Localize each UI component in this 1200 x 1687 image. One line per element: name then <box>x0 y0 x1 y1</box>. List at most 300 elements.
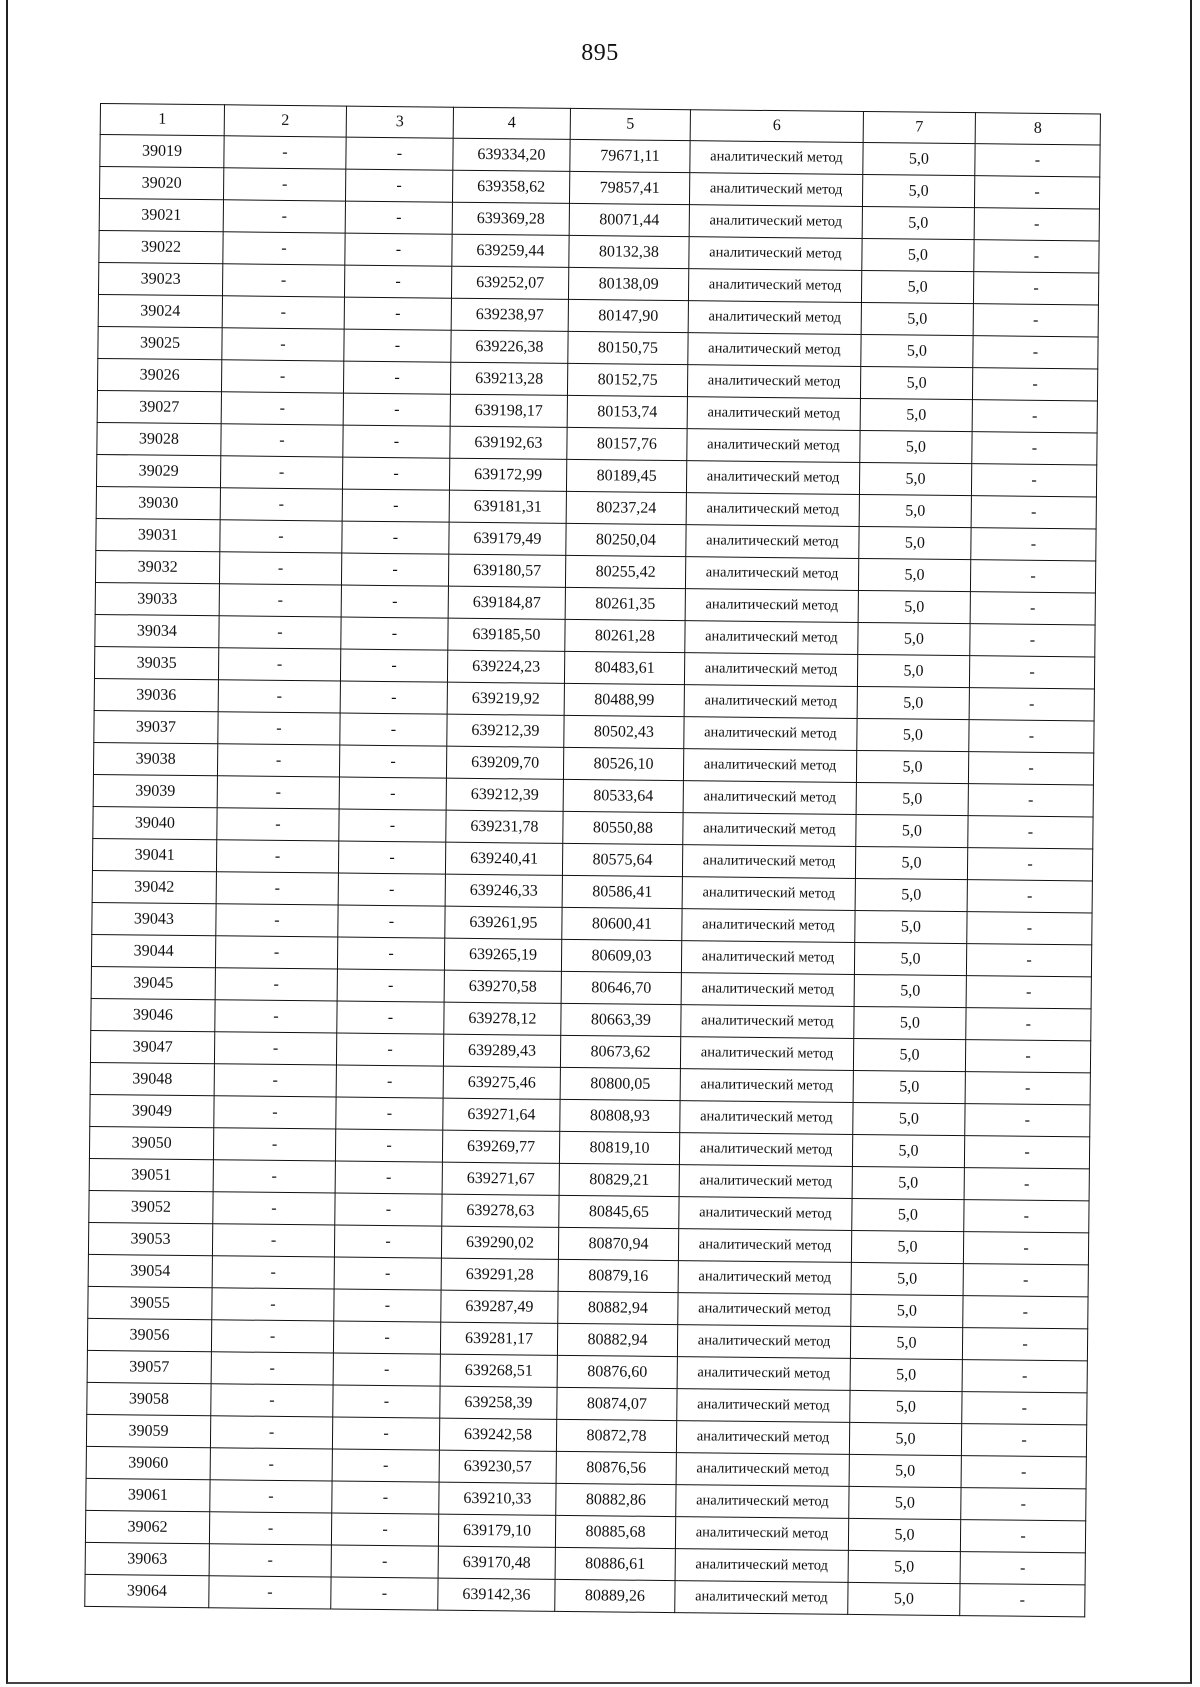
x-coordinate-cell: 639269,77 <box>442 1130 559 1163</box>
x-coordinate-cell: 639268,51 <box>440 1354 557 1387</box>
col8-value-cell: - <box>969 656 1094 689</box>
column-header-6: 6 <box>690 110 863 143</box>
method-cell: аналитический метод <box>676 1453 849 1487</box>
point-number-cell: 39058 <box>87 1382 211 1415</box>
method-cell: аналитический метод <box>677 1325 850 1359</box>
method-cell: аналитический метод <box>677 1389 850 1423</box>
col2-value-cell: - <box>218 680 340 713</box>
col2-value-cell: - <box>221 360 343 393</box>
y-coordinate-cell: 80152,75 <box>567 363 687 396</box>
x-coordinate-cell: 639224,23 <box>447 650 564 683</box>
x-coordinate-cell: 639278,12 <box>444 1002 561 1035</box>
accuracy-cell: 5,0 <box>854 1006 966 1039</box>
col2-value-cell: - <box>211 1352 333 1385</box>
method-cell: аналитический метод <box>680 1037 853 1071</box>
y-coordinate-cell: 80502,43 <box>564 715 684 748</box>
x-coordinate-cell: 639180,57 <box>448 554 565 587</box>
y-coordinate-cell: 80829,21 <box>559 1163 679 1196</box>
method-cell: аналитический метод <box>682 845 855 879</box>
col2-value-cell: - <box>221 424 343 457</box>
col3-value-cell: - <box>331 1513 438 1546</box>
col2-value-cell: - <box>214 1032 336 1065</box>
method-cell: аналитический метод <box>679 1165 852 1199</box>
col2-value-cell: - <box>223 168 345 201</box>
x-coordinate-cell: 639290,02 <box>441 1226 558 1259</box>
col8-value-cell: - <box>974 240 1099 273</box>
y-coordinate-cell: 80261,28 <box>565 619 685 652</box>
y-coordinate-cell: 80646,70 <box>561 971 681 1004</box>
point-number-cell: 39060 <box>86 1446 210 1479</box>
col8-value-cell: - <box>974 176 1099 209</box>
col8-value-cell: - <box>961 1488 1086 1521</box>
method-cell: аналитический метод <box>683 813 856 847</box>
point-number-cell: 39032 <box>95 550 219 583</box>
col2-value-cell: - <box>214 1096 336 1129</box>
col8-value-cell: - <box>970 592 1095 625</box>
column-header-3: 3 <box>346 106 453 138</box>
col2-value-cell: - <box>213 1160 335 1193</box>
x-coordinate-cell: 639369,28 <box>452 202 569 235</box>
x-coordinate-cell: 639334,20 <box>453 138 570 171</box>
col8-value-cell: - <box>967 880 1092 913</box>
col3-value-cell: - <box>331 1545 438 1578</box>
x-coordinate-cell: 639184,87 <box>448 586 565 619</box>
x-coordinate-cell: 639226,38 <box>451 330 568 363</box>
col3-value-cell: - <box>340 713 447 746</box>
point-number-cell: 39053 <box>88 1222 212 1255</box>
y-coordinate-cell: 80189,45 <box>566 459 686 492</box>
point-number-cell: 39025 <box>98 326 222 359</box>
x-coordinate-cell: 639271,64 <box>443 1098 560 1131</box>
col2-value-cell: - <box>211 1384 333 1417</box>
y-coordinate-cell: 80673,62 <box>560 1035 680 1068</box>
col2-value-cell: - <box>216 840 338 873</box>
x-coordinate-cell: 639181,31 <box>449 490 566 523</box>
x-coordinate-cell: 639172,99 <box>449 458 566 491</box>
x-coordinate-cell: 639265,19 <box>444 938 561 971</box>
method-cell: аналитический метод <box>686 461 859 495</box>
x-coordinate-cell: 639142,36 <box>438 1578 555 1611</box>
col3-value-cell: - <box>336 1065 443 1098</box>
point-number-cell: 39051 <box>89 1158 213 1191</box>
col3-value-cell: - <box>338 873 445 906</box>
accuracy-cell: 5,0 <box>850 1358 962 1391</box>
col3-value-cell: - <box>345 201 452 234</box>
point-number-cell: 39030 <box>96 486 220 519</box>
coordinates-table <box>84 103 1101 1617</box>
accuracy-cell: 5,0 <box>856 750 968 783</box>
col2-value-cell: - <box>209 1544 331 1577</box>
accuracy-cell: 5,0 <box>861 302 973 335</box>
method-cell: аналитический метод <box>678 1261 851 1295</box>
col3-value-cell: - <box>344 297 451 330</box>
point-number-cell: 39020 <box>99 167 223 200</box>
col8-value-cell: - <box>972 400 1097 433</box>
col2-value-cell: - <box>222 264 344 297</box>
method-cell: аналитический метод <box>679 1197 852 1231</box>
col8-value-cell: - <box>969 688 1094 721</box>
method-cell: аналитический метод <box>683 749 856 783</box>
y-coordinate-cell: 80255,42 <box>565 555 685 588</box>
method-cell: аналитический метод <box>690 141 863 175</box>
col2-value-cell: - <box>219 552 341 585</box>
x-coordinate-cell: 639179,49 <box>449 522 566 555</box>
x-coordinate-cell: 639259,44 <box>452 234 569 267</box>
point-number-cell: 39062 <box>85 1510 209 1543</box>
point-number-cell: 39050 <box>89 1126 213 1159</box>
accuracy-cell: 5,0 <box>852 1134 964 1167</box>
y-coordinate-cell: 80586,41 <box>562 875 682 908</box>
y-coordinate-cell: 80153,74 <box>567 395 687 428</box>
col3-value-cell: - <box>345 233 452 266</box>
col3-value-cell: - <box>337 969 444 1002</box>
col3-value-cell: - <box>335 1193 442 1226</box>
point-number-cell: 39044 <box>91 934 215 967</box>
accuracy-cell: 5,0 <box>853 1102 965 1135</box>
method-cell: аналитический метод <box>688 269 861 303</box>
method-cell: аналитический метод <box>689 237 862 271</box>
col2-value-cell: - <box>217 744 339 777</box>
point-number-cell: 39047 <box>90 1030 214 1063</box>
point-number-cell: 39052 <box>89 1190 213 1223</box>
x-coordinate-cell: 639179,10 <box>438 1514 555 1547</box>
point-number-cell: 39057 <box>87 1350 211 1383</box>
point-number-cell: 39029 <box>96 454 220 487</box>
col8-value-cell: - <box>966 1008 1091 1041</box>
col2-value-cell: - <box>220 456 342 489</box>
col3-value-cell: - <box>334 1257 441 1290</box>
point-number-cell: 39063 <box>85 1542 209 1575</box>
col2-value-cell: - <box>213 1128 335 1161</box>
col8-value-cell: - <box>967 848 1092 881</box>
col2-value-cell: - <box>210 1416 332 1449</box>
col8-value-cell: - <box>965 1104 1090 1137</box>
point-number-cell: 39036 <box>94 678 218 711</box>
method-cell: аналитический метод <box>680 1101 853 1135</box>
y-coordinate-cell: 80874,07 <box>557 1387 677 1420</box>
col2-value-cell: - <box>212 1288 334 1321</box>
method-cell: аналитический метод <box>685 589 858 623</box>
y-coordinate-cell: 80150,75 <box>568 331 688 364</box>
col3-value-cell: - <box>344 329 451 362</box>
accuracy-cell: 5,0 <box>855 878 967 911</box>
col2-value-cell: - <box>215 936 337 969</box>
column-header-5: 5 <box>570 108 690 140</box>
col3-value-cell: - <box>332 1449 439 1482</box>
col2-value-cell: - <box>221 392 343 425</box>
col3-value-cell: - <box>345 169 452 202</box>
col8-value-cell: - <box>964 1136 1089 1169</box>
x-coordinate-cell: 639219,92 <box>447 682 564 715</box>
accuracy-cell: 5,0 <box>863 142 975 175</box>
point-number-cell: 39038 <box>93 742 217 775</box>
method-cell: аналитический метод <box>675 1549 848 1583</box>
x-coordinate-cell: 639358,62 <box>452 170 569 203</box>
col2-value-cell: - <box>214 1064 336 1097</box>
method-cell: аналитический метод <box>682 877 855 911</box>
method-cell: аналитический метод <box>689 205 862 239</box>
col3-value-cell: - <box>338 841 445 874</box>
point-number-cell: 39055 <box>88 1286 212 1319</box>
accuracy-cell: 5,0 <box>859 462 971 495</box>
y-coordinate-cell: 80819,10 <box>559 1131 679 1164</box>
accuracy-cell: 5,0 <box>861 334 973 367</box>
accuracy-cell: 5,0 <box>859 494 971 527</box>
col8-value-cell: - <box>970 624 1095 657</box>
accuracy-cell: 5,0 <box>859 526 971 559</box>
y-coordinate-cell: 80138,09 <box>568 267 688 300</box>
col2-value-cell: - <box>220 520 342 553</box>
x-coordinate-cell: 639242,58 <box>439 1418 556 1451</box>
y-coordinate-cell: 80882,94 <box>558 1291 678 1324</box>
x-coordinate-cell: 639240,41 <box>445 842 562 875</box>
col8-value-cell: - <box>970 560 1095 593</box>
accuracy-cell: 5,0 <box>852 1198 964 1231</box>
accuracy-cell: 5,0 <box>851 1262 963 1295</box>
col3-value-cell: - <box>333 1385 440 1418</box>
col8-value-cell: - <box>975 144 1100 177</box>
accuracy-cell: 5,0 <box>857 718 969 751</box>
method-cell: аналитический метод <box>684 717 857 751</box>
x-coordinate-cell: 639278,63 <box>442 1194 559 1227</box>
point-number-cell: 39039 <box>93 774 217 807</box>
accuracy-cell: 5,0 <box>849 1422 961 1455</box>
method-cell: аналитический метод <box>689 173 862 207</box>
point-number-cell: 39064 <box>85 1574 209 1607</box>
method-cell: аналитический метод <box>686 525 859 559</box>
col8-value-cell: - <box>963 1296 1088 1329</box>
y-coordinate-cell: 80261,35 <box>565 587 685 620</box>
col8-value-cell: - <box>963 1232 1088 1265</box>
col3-value-cell: - <box>336 1033 443 1066</box>
col3-value-cell: - <box>343 361 450 394</box>
point-number-cell: 39019 <box>100 135 224 168</box>
y-coordinate-cell: 80882,94 <box>557 1323 677 1356</box>
x-coordinate-cell: 639271,67 <box>442 1162 559 1195</box>
accuracy-cell: 5,0 <box>857 686 969 719</box>
x-coordinate-cell: 639192,63 <box>450 426 567 459</box>
x-coordinate-cell: 639185,50 <box>448 618 565 651</box>
col8-value-cell: - <box>968 816 1093 849</box>
col8-value-cell: - <box>972 432 1097 465</box>
col8-value-cell: - <box>969 720 1094 753</box>
method-cell: аналитический метод <box>678 1293 851 1327</box>
x-coordinate-cell: 639212,39 <box>446 778 563 811</box>
accuracy-cell: 5,0 <box>858 622 970 655</box>
col8-value-cell: - <box>972 368 1097 401</box>
col8-value-cell: - <box>960 1520 1085 1553</box>
accuracy-cell: 5,0 <box>860 398 972 431</box>
accuracy-cell: 5,0 <box>857 654 969 687</box>
col2-value-cell: - <box>218 712 340 745</box>
method-cell: аналитический метод <box>685 621 858 655</box>
col3-value-cell: - <box>336 1097 443 1130</box>
col8-value-cell: - <box>967 912 1092 945</box>
x-coordinate-cell: 639231,78 <box>446 810 563 843</box>
col3-value-cell: - <box>343 425 450 458</box>
point-number-cell: 39031 <box>96 518 220 551</box>
col3-value-cell: - <box>342 521 449 554</box>
col8-value-cell: - <box>960 1584 1085 1617</box>
col2-value-cell: - <box>224 136 346 169</box>
y-coordinate-cell: 80800,05 <box>560 1067 680 1100</box>
col3-value-cell: - <box>331 1577 438 1610</box>
col3-value-cell: - <box>341 585 448 618</box>
col2-value-cell: - <box>219 616 341 649</box>
col2-value-cell: - <box>222 296 344 329</box>
method-cell: аналитический метод <box>678 1229 851 1263</box>
y-coordinate-cell: 80845,65 <box>559 1195 679 1228</box>
accuracy-cell: 5,0 <box>853 1070 965 1103</box>
col8-value-cell: - <box>964 1168 1089 1201</box>
y-coordinate-cell: 80250,04 <box>566 523 686 556</box>
point-number-cell: 39022 <box>99 230 223 263</box>
accuracy-cell: 5,0 <box>849 1486 961 1519</box>
col3-value-cell: - <box>342 457 449 490</box>
col3-value-cell: - <box>332 1417 439 1450</box>
method-cell: аналитический метод <box>683 781 856 815</box>
method-cell: аналитический метод <box>682 909 855 943</box>
method-cell: аналитический метод <box>688 333 861 367</box>
accuracy-cell: 5,0 <box>858 590 970 623</box>
col8-value-cell: - <box>965 1040 1090 1073</box>
x-coordinate-cell: 639270,58 <box>444 970 561 1003</box>
y-coordinate-cell: 80889,26 <box>555 1579 675 1612</box>
point-number-cell: 39027 <box>97 390 221 423</box>
accuracy-cell: 5,0 <box>860 430 972 463</box>
accuracy-cell: 5,0 <box>851 1294 963 1327</box>
col8-value-cell: - <box>971 464 1096 497</box>
table-body <box>85 135 1100 1617</box>
x-coordinate-cell: 639289,43 <box>443 1034 560 1067</box>
y-coordinate-cell: 80550,88 <box>563 811 683 844</box>
col3-value-cell: - <box>332 1481 439 1514</box>
col2-value-cell: - <box>217 776 339 809</box>
col2-value-cell: - <box>210 1480 332 1513</box>
y-coordinate-cell: 80663,39 <box>561 1003 681 1036</box>
y-coordinate-cell: 80876,60 <box>557 1355 677 1388</box>
y-coordinate-cell: 80876,56 <box>556 1451 676 1484</box>
accuracy-cell: 5,0 <box>862 238 974 271</box>
col8-value-cell: - <box>971 528 1096 561</box>
col3-value-cell: - <box>335 1129 442 1162</box>
method-cell: аналитический метод <box>675 1581 848 1615</box>
method-cell: аналитический метод <box>684 685 857 719</box>
column-header-2: 2 <box>224 105 346 137</box>
point-number-cell: 39059 <box>86 1414 210 1447</box>
accuracy-cell: 5,0 <box>851 1230 963 1263</box>
accuracy-cell: 5,0 <box>856 814 968 847</box>
point-number-cell: 39056 <box>87 1318 211 1351</box>
method-cell: аналитический метод <box>675 1517 848 1551</box>
x-coordinate-cell: 639170,48 <box>438 1546 555 1579</box>
y-coordinate-cell: 80483,61 <box>564 651 684 684</box>
col8-value-cell: - <box>961 1456 1086 1489</box>
col3-value-cell: - <box>341 553 448 586</box>
method-cell: аналитический метод <box>681 1005 854 1039</box>
y-coordinate-cell: 80157,76 <box>567 427 687 460</box>
method-cell: аналитический метод <box>687 365 860 399</box>
method-cell: аналитический метод <box>680 1069 853 1103</box>
accuracy-cell: 5,0 <box>854 974 966 1007</box>
accuracy-cell: 5,0 <box>848 1550 960 1583</box>
y-coordinate-cell: 80885,68 <box>555 1515 675 1548</box>
accuracy-cell: 5,0 <box>856 782 968 815</box>
col8-value-cell: - <box>973 304 1098 337</box>
point-number-cell: 39024 <box>98 294 222 327</box>
col3-value-cell: - <box>333 1353 440 1386</box>
col2-value-cell: - <box>219 584 341 617</box>
point-number-cell: 39048 <box>90 1062 214 1095</box>
y-coordinate-cell: 80237,24 <box>566 491 686 524</box>
col8-value-cell: - <box>968 752 1093 785</box>
point-number-cell: 39040 <box>93 806 217 839</box>
col2-value-cell: - <box>216 904 338 937</box>
x-coordinate-cell: 639230,57 <box>439 1450 556 1483</box>
accuracy-cell: 5,0 <box>848 1582 960 1615</box>
y-coordinate-cell: 79857,41 <box>569 171 689 204</box>
point-number-cell: 39026 <box>97 358 221 391</box>
col3-value-cell: - <box>342 489 449 522</box>
col2-value-cell: - <box>218 648 340 681</box>
y-coordinate-cell: 80575,64 <box>562 843 682 876</box>
col3-value-cell: - <box>340 649 447 682</box>
method-cell: аналитический метод <box>676 1421 849 1455</box>
y-coordinate-cell: 80870,94 <box>558 1227 678 1260</box>
method-cell: аналитический метод <box>679 1133 852 1167</box>
column-header-7: 7 <box>863 111 975 143</box>
page-number: 895 <box>581 40 619 66</box>
col2-value-cell: - <box>222 328 344 361</box>
accuracy-cell: 5,0 <box>861 270 973 303</box>
col3-value-cell: - <box>339 745 446 778</box>
col3-value-cell: - <box>340 681 447 714</box>
y-coordinate-cell: 80488,99 <box>564 683 684 716</box>
y-coordinate-cell: 80600,41 <box>562 907 682 940</box>
col8-value-cell: - <box>971 496 1096 529</box>
col8-value-cell: - <box>973 336 1098 369</box>
col8-value-cell: - <box>960 1552 1085 1585</box>
col8-value-cell: - <box>961 1424 1086 1457</box>
accuracy-cell: 5,0 <box>860 366 972 399</box>
y-coordinate-cell: 80808,93 <box>560 1099 680 1132</box>
y-coordinate-cell: 80533,64 <box>563 779 683 812</box>
col8-value-cell: - <box>962 1360 1087 1393</box>
col2-value-cell: - <box>210 1448 332 1481</box>
point-number-cell: 39041 <box>92 838 216 871</box>
x-coordinate-cell: 639238,97 <box>451 298 568 331</box>
y-coordinate-cell: 80879,16 <box>558 1259 678 1292</box>
col2-value-cell: - <box>209 1576 331 1609</box>
col2-value-cell: - <box>220 488 342 521</box>
method-cell: аналитический метод <box>681 973 854 1007</box>
accuracy-cell: 5,0 <box>849 1454 961 1487</box>
y-coordinate-cell: 80147,90 <box>568 299 688 332</box>
y-coordinate-cell: 80526,10 <box>563 747 683 780</box>
point-number-cell: 39023 <box>98 262 222 295</box>
y-coordinate-cell: 80872,78 <box>556 1419 676 1452</box>
point-number-cell: 39042 <box>92 870 216 903</box>
x-coordinate-cell: 639198,17 <box>450 394 567 427</box>
accuracy-cell: 5,0 <box>853 1038 965 1071</box>
method-cell: аналитический метод <box>685 557 858 591</box>
point-number-cell: 39045 <box>91 966 215 999</box>
point-number-cell: 39028 <box>97 422 221 455</box>
point-number-cell: 39043 <box>92 902 216 935</box>
col2-value-cell: - <box>209 1512 331 1545</box>
col8-value-cell: - <box>966 976 1091 1009</box>
y-coordinate-cell: 80132,38 <box>569 235 689 268</box>
